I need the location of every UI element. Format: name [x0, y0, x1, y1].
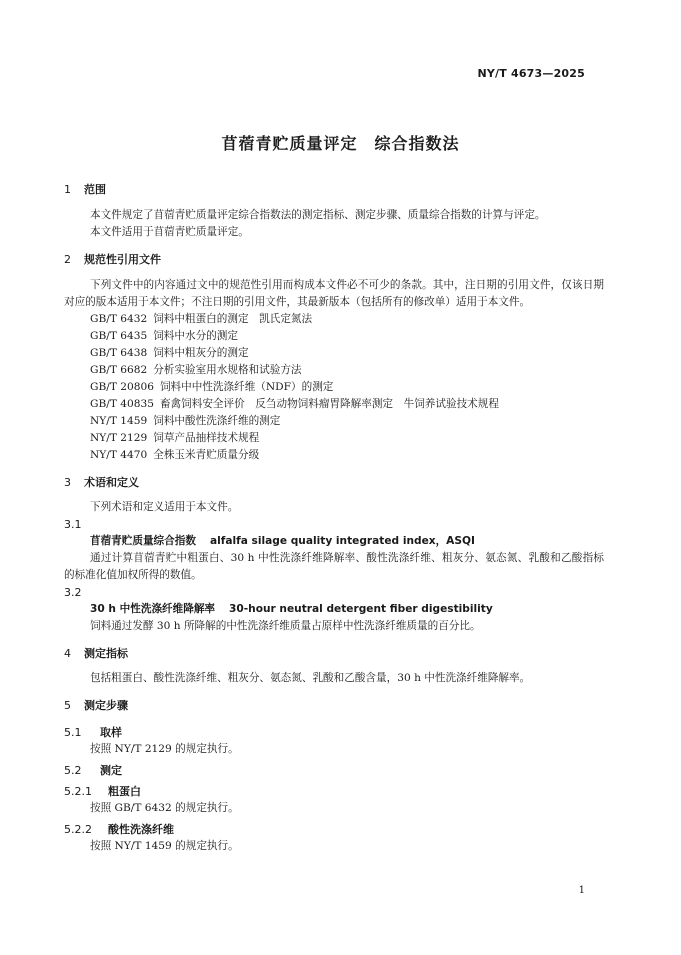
paragraph: 包括粗蛋白、酸性洗涤纤维、粗灰分、氨态氮、乳酸和乙酸含量，30 h 中性洗涤纤维降解率。	[90, 672, 531, 684]
subsection-number: 5.2.1	[64, 785, 92, 798]
reference-title: 饲草产品抽样技术规程	[153, 432, 260, 444]
section-title: 测定步骤	[84, 699, 128, 712]
section-2-heading	[64, 251, 604, 268]
reference-item	[64, 396, 604, 413]
reference-title: 饲料中粗蛋白的测定 凯氏定氮法	[153, 313, 313, 325]
term-definition: 饲料通过发酵 30 h 所降解的中性洗涤纤维质量占原样中性洗涤纤维质量的百分比。	[90, 620, 481, 632]
section-title: 规范性引用文件	[84, 253, 161, 266]
paragraph: 下列文件中的内容通过文中的规范性引用而构成本文件必不可少的条款。其中，注日期的引用文件，仅该日期对应的版本适用于本文件；不注日期的引用文件，其最新版本（包括所有的修改单）适用于本文件。	[64, 279, 604, 308]
subsection-title: 取样	[100, 726, 122, 739]
reference-code: GB/T 20806	[90, 381, 154, 393]
section-1-heading	[64, 181, 604, 198]
term-name-cn: 苜蓿青贮质量综合指数	[90, 535, 196, 547]
section-title: 测定指标	[84, 647, 128, 660]
standard-code: NY/T 4673—2025	[477, 67, 585, 80]
reference-code: GB/T 6682	[90, 364, 148, 376]
reference-code: NY/T 1459	[90, 415, 148, 427]
subsection-title: 酸性洗涤纤维	[108, 823, 174, 836]
reference-item	[64, 328, 604, 345]
reference-title: 饲料中中性洗涤纤维（NDF）的测定	[159, 381, 334, 393]
subsection-number: 5.2.2	[64, 823, 92, 836]
section-number: 1	[64, 183, 71, 196]
subsection-5-2-heading	[64, 762, 604, 779]
subsection-number: 5.2	[64, 764, 82, 777]
reference-item	[64, 345, 604, 362]
page-number: 1	[578, 885, 585, 896]
paragraph: 本文件规定了苜蓿青贮质量评定综合指数法的测定指标、测定步骤、质量综合指数的计算与评定。	[90, 209, 546, 221]
section-title: 范围	[84, 183, 106, 196]
reference-item	[64, 311, 604, 328]
reference-list	[64, 311, 604, 464]
reference-item	[64, 379, 604, 396]
reference-code: GB/T 6432	[90, 313, 148, 325]
reference-code: GB/T 40835	[90, 398, 154, 410]
term-name-cn: 30 h 中性洗涤纤维降解率	[90, 603, 216, 615]
paragraph: 下列术语和定义适用于本文件。	[90, 501, 239, 513]
section-number: 3	[64, 476, 71, 489]
subsection-number: 5.1	[64, 726, 82, 739]
paragraph: 按照 GB/T 6432 的规定执行。	[90, 802, 239, 814]
reference-code: GB/T 6435	[90, 330, 148, 342]
section-5-heading	[64, 697, 604, 714]
reference-title: 饲料中水分的测定	[153, 330, 238, 342]
reference-item	[64, 430, 604, 447]
reference-item	[64, 413, 604, 430]
reference-item	[64, 362, 604, 379]
section-number: 4	[64, 647, 71, 660]
subsection-title: 测定	[100, 764, 122, 777]
document-body	[64, 181, 604, 855]
term-number: 3.2	[64, 586, 82, 599]
subsection-5-2-2-heading	[64, 821, 604, 838]
term-name-en: 30-hour neutral detergent fiber digestibility	[229, 603, 493, 615]
subsection-title: 粗蛋白	[108, 785, 141, 798]
paragraph: 本文件适用于苜蓿青贮质量评定。	[90, 226, 249, 238]
section-number: 5	[64, 699, 71, 712]
paragraph: 按照 NY/T 1459 的规定执行。	[90, 840, 239, 852]
reference-code: NY/T 4470	[90, 449, 148, 461]
reference-item	[64, 447, 604, 464]
reference-title: 畜禽饲料安全评价 反刍动物饲料瘤胃降解率测定 牛饲养试验技术规程	[159, 398, 499, 410]
reference-title: 全株玉米青贮质量分级	[153, 449, 260, 461]
section-title: 术语和定义	[84, 476, 139, 489]
term-name-en: alfalfa silage quality integrated index，ASQI	[209, 535, 475, 547]
subsection-5-1-heading	[64, 724, 604, 741]
section-number: 2	[64, 253, 71, 266]
reference-title: 饲料中粗灰分的测定	[153, 347, 249, 359]
section-4-heading	[64, 645, 604, 662]
term-name	[64, 533, 604, 550]
term-definition: 通过计算苜蓿青贮中粗蛋白、30 h 中性洗涤纤维降解率、酸性洗涤纤维、粗灰分、氨态氮、乳酸和乙酸指标的标准化值加权所得的数值。	[64, 552, 604, 581]
reference-title: 分析实验室用水规格和试验方法	[153, 364, 302, 376]
subsection-5-2-1-heading	[64, 783, 604, 800]
section-3-heading	[64, 474, 604, 491]
term-number: 3.1	[64, 518, 82, 531]
reference-code: GB/T 6438	[90, 347, 148, 359]
document-title: 苜蓿青贮质量评定 综合指数法	[221, 134, 460, 153]
reference-code: NY/T 2129	[90, 432, 148, 444]
term-name	[64, 601, 604, 618]
paragraph: 按照 NY/T 2129 的规定执行。	[90, 743, 239, 755]
reference-title: 饲料中酸性洗涤纤维的测定	[153, 415, 281, 427]
